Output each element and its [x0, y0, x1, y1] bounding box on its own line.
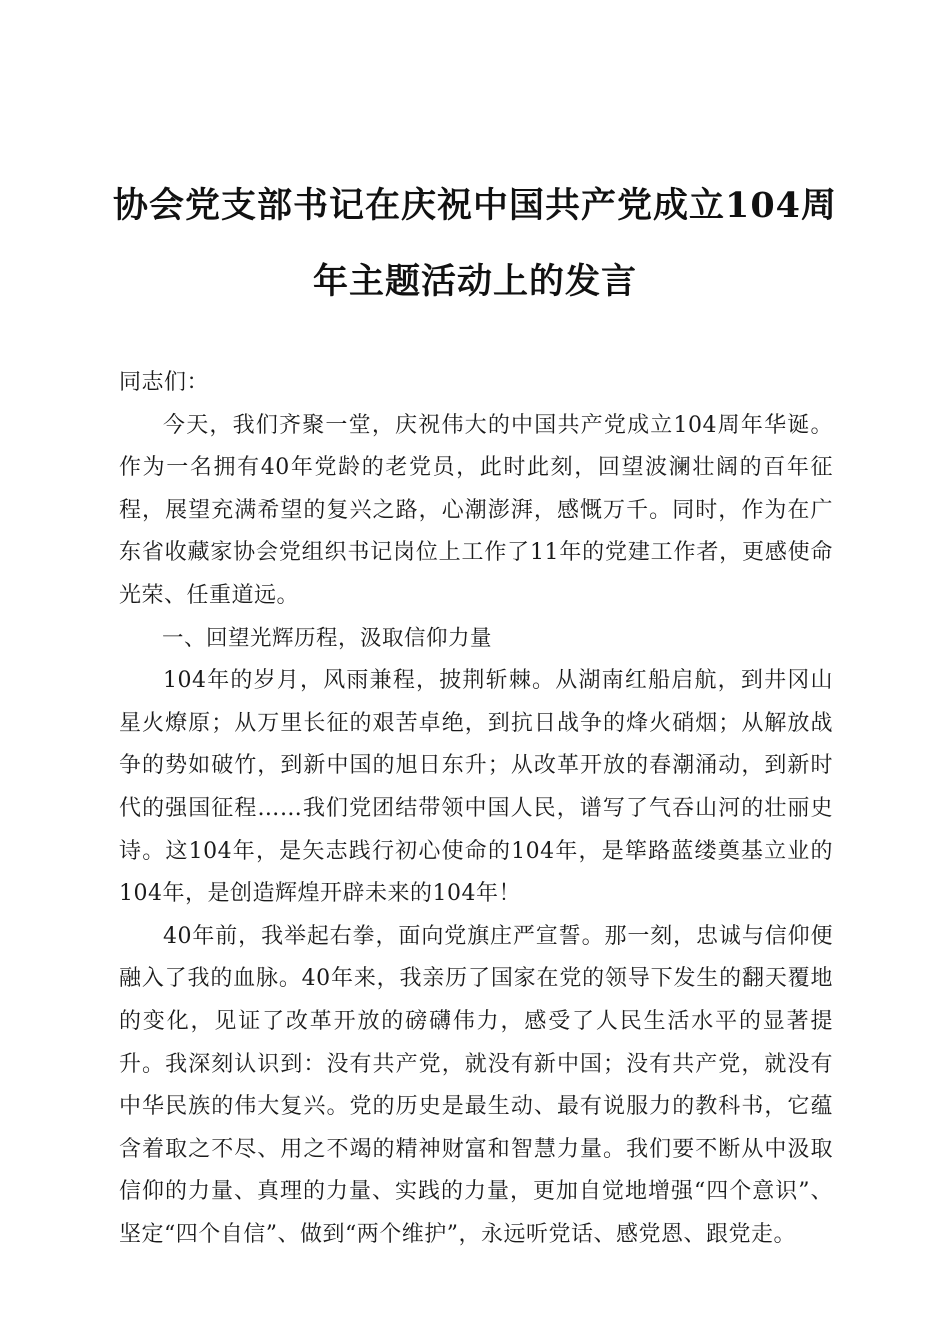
paragraph-history: 104年的岁月，风雨兼程，披荆斩棘。从湖南红船启航，到井冈山星火燎原；从万里长征的艰苦卓绝，到抗日战争的烽火硝烟；从解放战争的势如破竹，到新中国的旭日东升；从改革开放的春潮涌动，到新时代的强国征程……我们党团结带领中国人民，谱写了气吞山河的壮丽史诗。这104年，是矢志践行初心使命的104年，是筚路蓝缕奠基立业的104年，是创造辉煌开辟未来的104年！ [119, 668, 833, 907]
section-heading: 一、回望光辉历程，汲取信仰力量 [162, 625, 493, 651]
document-body [119, 362, 833, 1256]
paragraph-opening: 今天，我们齐聚一堂，庆祝伟大的中国共产党成立104周年华诞。作为一名拥有40年党龄的老党员，此时此刻，回望波澜壮阔的百年征程，展望充满希望的复兴之路，心潮澎湃，感慨万千。同时，作为在广东省收藏家协会党组织书记岗位上工作了11年的党建工作者，更感使命光荣、任重道远。 [119, 412, 833, 608]
document-title: 协会党支部书记在庆祝中国共产党成立104周年主题活动上的发言 [112, 185, 838, 302]
salutation: 同志们： [119, 370, 210, 395]
paragraph-oath: 40年前，我举起右拳，面向党旗庄严宣誓。那一刻，忠诚与信仰便融入了我的血脉。40年来，我亲历了国家在党的领导下发生的翻天覆地的变化，见证了改革开放的磅礴伟力，感受了人民生活水平的显著提升。我深刻认识到：没有共产党，就没有新中国；没有共产党，就没有中华民族的伟大复兴。党的历史是最生动、最有说服力的教科书，它蕴含着取之不尽、用之不竭的精神财富和智慧力量。我们要不断从中汲取信仰的力量、真理的力量、实践的力量，更加自觉地增强“四个意识”、坚定“四个自信”、做到“两个维护”，永远听党话、感党恩、跟党走。 [119, 923, 833, 1247]
